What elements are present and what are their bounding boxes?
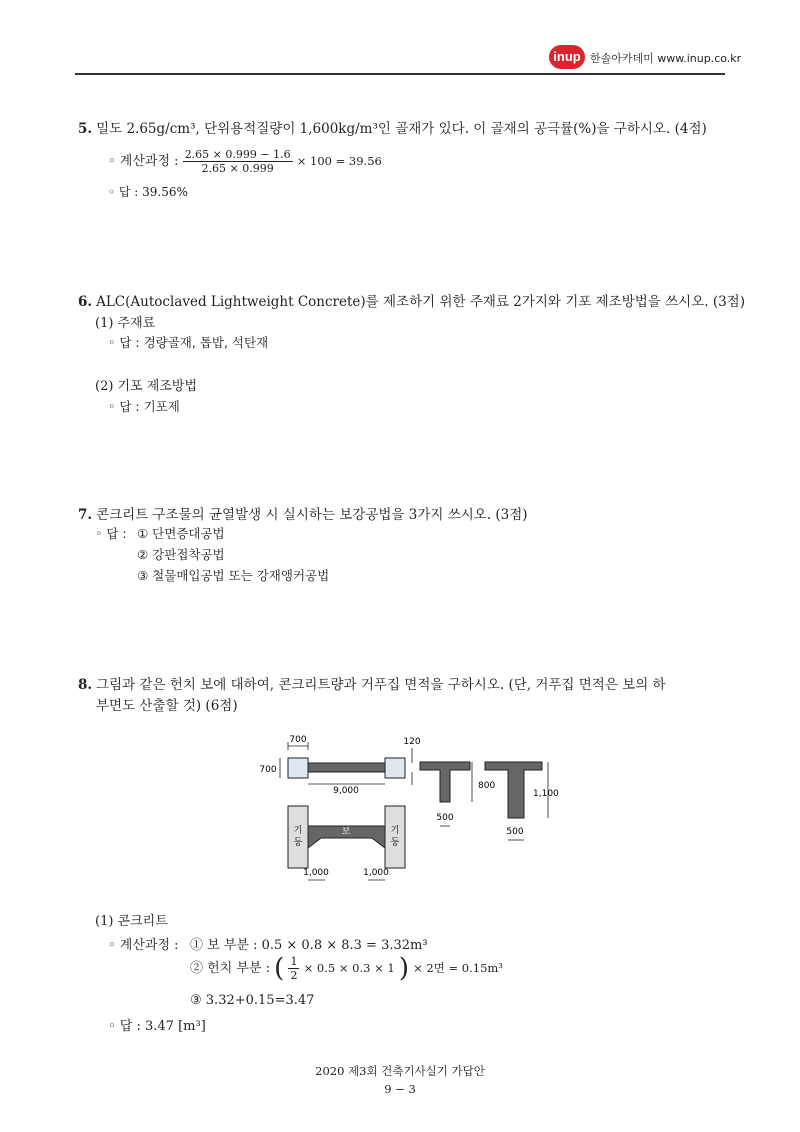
elevation-view [288,806,405,880]
t-section-1 [420,762,495,826]
question-text: 콘크리트 구조물의 균열발생 시 실시하는 보강공법을 3가지 쓰시오. (3점) [96,507,528,523]
step2-frac-den: 2 [290,969,298,982]
question-text: ALC(Autoclaved Lightweight Concrete)를 제조하기 위한 주재료 2가지와 기포 제조방법을 쓰시오. (3점) [96,294,745,310]
dim-700-top: 700 [289,735,307,745]
dim-500-b: 500 [506,827,524,837]
question-6 [78,290,745,310]
question-7 [78,503,528,523]
footer-page: 9 − 3 [384,1082,416,1096]
q8-step1: ① 보 부분 : 0.5 × 0.8 × 8.3 = 3.32m³ [190,938,428,953]
column-right-elev [385,806,405,868]
step2-tail: × 2면 = 0.15m³ [413,961,503,975]
question-text: 밀도 2.65g/cm³, 단위용적질량이 1,600kg/m³인 골재가 있다. 이 골재의 공극률(%)을 구하시오. (4점) [96,121,707,137]
t-section-2 [485,762,559,840]
fraction-numerator: 2.65 × 0.999 − 1.6 [184,148,291,161]
q5-answer: ◦ 답 : 39.56% [108,185,188,199]
step2-frac-num: 1 [290,955,298,968]
question-number: 6. [78,294,93,310]
q7-item-3: ③ 철물매입공법 또는 강재앵커공법 [137,568,330,583]
beam-label: 보 [341,827,351,837]
paren-close: ) [398,953,409,984]
step2-prefix: ② 헌치 부분 : [190,961,271,976]
question-number: 7. [78,507,93,523]
haunch-beam-figure [250,730,570,890]
beam-plan [308,763,385,772]
q6-answer1: ◦ 답 : 경량골재, 톱밥, 석탄재 [108,335,269,350]
q6-sub2: (2) 기포 제조방법 [95,379,198,394]
q7-answer-label: ◦ 답 : [95,526,127,541]
dim-500-a: 500 [436,813,454,823]
paren-open: ( [274,953,285,984]
col-left-label-1: 기 [293,826,303,836]
col-right-label-2: 둥 [390,838,400,848]
calc-label: ◦ 계산과정 : [108,154,179,169]
inup-logo: inup [549,45,585,69]
fraction [183,148,293,175]
step2-body: × 0.5 × 0.3 × 1 [303,961,395,975]
column-left-elev [288,806,308,868]
q8-sub1: (1) 콘크리트 [95,914,168,929]
fraction-denominator: 2.65 × 0.999 [201,162,274,175]
footer-title: 2020 제3회 건축기사실기 가답안 [315,1064,485,1078]
calc-tail: × 100 = 39.56 [296,154,382,168]
column-left-plan [288,758,308,778]
dim-1000-b: 1,000 [363,868,389,878]
q8-step3: ③ 3.32+0.15=3.47 [190,993,315,1008]
q8-calc-label: ◦ 계산과정 : [108,938,179,953]
dim-1000-a: 1,000 [303,868,329,878]
brand-text: 한솔아카데미 www.inup.co.kr [590,52,742,65]
q7-item-1: ① 단면증대공법 [137,526,225,541]
plan-view [259,735,420,796]
q5-calc [108,148,382,175]
dim-1100: 1,100 [533,789,559,799]
question-8-line2: 부면도 산출할 것) (6점) [96,698,238,714]
q8-answer: ◦ 답 : 3.47 [m³] [108,1019,206,1034]
question-5 [78,117,707,137]
column-right-plan [385,758,405,778]
question-text-line1: 그림과 같은 헌치 보에 대하여, 콘크리트량과 거푸집 면적을 구하시오. (단, 거푸집 면적은 보의 하 [96,677,666,693]
question-number: 8. [78,677,93,693]
q8-step2 [190,955,503,982]
dim-800: 800 [478,781,496,791]
col-left-label-2: 둥 [293,838,303,848]
step2-fraction [288,955,299,982]
col-right-label-1: 기 [390,826,400,836]
q6-answer2: ◦ 답 : 기포제 [108,399,180,414]
dim-120: 120 [403,737,421,747]
question-8 [78,673,666,693]
dim-9000: 9,000 [333,786,359,796]
header-rule [75,73,725,75]
question-number: 5. [78,121,93,137]
q6-sub1: (1) 주재료 [95,316,156,331]
q7-item-2: ② 강판접착공법 [137,547,225,562]
dim-700-left: 700 [259,765,277,775]
